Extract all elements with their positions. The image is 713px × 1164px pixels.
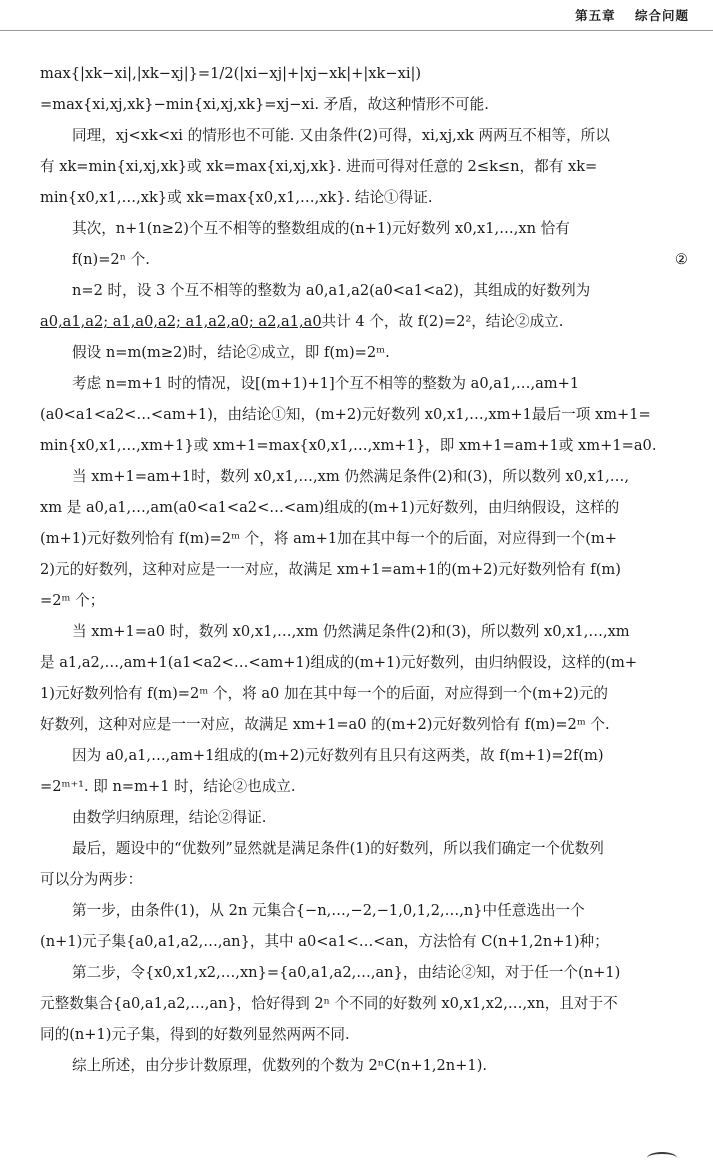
text-line: 其次，n+1(n≥2)个互不相等的整数组成的(n+1)元好数列 x0,x1,…,xn 恰有 (72, 220, 570, 237)
text-line: f(n)=2ⁿ 个. ② (40, 244, 690, 275)
section-label: 综合问题 (634, 8, 689, 23)
text-line: 好数列，这种对应是一一对应，故满足 xm+1=a0 的(m+2)元好数列恰有 f(m)=2ᵐ 个. (40, 716, 610, 733)
page-header (575, 6, 689, 24)
text-line: 同理，xj<xk<xi 的情形也不可能. 又由条件(2)可得，xi,xj,xk 两两互不相等，所以 (72, 127, 610, 144)
text-line: (n+1)元子集{a0,a1,a2,…,an}，其中 a0<a1<…<an，方法恰有 C(n+1,2n+1)种； (40, 933, 609, 950)
text-line: 最后，题设中的“优数列”显然就是满足条件(1)的好数列，所以我们确定一个优数列 (72, 840, 604, 857)
header-divider (0, 30, 713, 31)
text-line: 考虑 n=m+1 时的情况，设[(m+1)+1]个互不相等的整数为 a0,a1,…,am+1 (72, 375, 580, 392)
text-line: 是 a1,a2,…,am+1(a1<a2<…<am+1)组成的(m+1)元好数列，由归纳假设，这样的(m+ (40, 654, 638, 671)
text-line: 同的(n+1)元子集，得到的好数列显然两两不同. (40, 1026, 350, 1043)
chapter-label: 第五章 (575, 8, 616, 23)
text-line: a0,a1,a2; a1,a0,a2; a1,a2,a0; a2,a1,a0共计 4 个，故 f(2)=2²，结论②成立. (40, 313, 564, 330)
text-line: =2ᵐ 个； (40, 592, 105, 609)
text-line: (m+1)元好数列恰有 f(m)=2ᵐ 个，将 am+1加在其中每一个的后面，对应得到一个(m+ (40, 530, 617, 547)
text-line: 2)元的好数列，这种对应是一一对应，故满足 xm+1=am+1的(m+2)元好数列恰有 f(m) (40, 561, 621, 578)
equation-number: ② (674, 251, 688, 268)
page-corner-mark (647, 1152, 677, 1164)
text-line: (a0<a1<a2<…<am+1)，由结论①知，(m+2)元好数列 x0,x1,…,xm+1最后一项 xm+1= (40, 406, 651, 423)
text-line: 1)元好数列恰有 f(m)=2ᵐ 个，将 a0 加在其中每一个的后面，对应得到一个(m+2)元的 (40, 685, 608, 702)
text-line: 因为 a0,a1,…,am+1组成的(m+2)元好数列有且只有这两类，故 f(m+1)=2f(m) (72, 747, 604, 764)
text-line: 第二步，令{x0,x1,x2,…,xn}={a0,a1,a2,…,an}，由结论②知，对于任一个(n+1) (72, 964, 621, 981)
text-line: 由数学归纳原理，结论②得证. (72, 809, 267, 826)
text-line: max{|xk−xi|,|xk−xj|}=1/2(|xi−xj|+|xj−xk|+|xk−xi|) (40, 65, 422, 82)
text-line: 当 xm+1=a0 时，数列 x0,x1,…,xm 仍然满足条件(2)和(3)，所以数列 x0,x1,…,xm (72, 623, 630, 640)
text-line: xm 是 a0,a1,…,am(a0<a1<a2<…<am)组成的(m+1)元好数列，由归纳假设，这样的 (40, 499, 620, 516)
text-line: 综上所述，由分步计数原理，优数列的个数为 2ⁿC(n+1,2n+1). (72, 1057, 488, 1074)
text-line: =2ᵐ⁺¹. 即 n=m+1 时，结论②也成立. (40, 778, 296, 795)
text-line: 可以分为两步： (40, 871, 143, 888)
underlined-sequences: a0,a1,a2; a1,a0,a2; a1,a2,a0; a2,a1,a0 (40, 313, 322, 330)
text-line: min{x0,x1,…,xk}或 xk=max{x0,x1,…,xk}. 结论①得证. (40, 189, 433, 206)
text-line: 假设 n=m(m≥2)时，结论②成立，即 f(m)=2ᵐ. (72, 344, 390, 361)
text-line: 有 xk=min{xi,xj,xk}或 xk=max{xi,xj,xk}. 进而可得对任意的 2≤k≤n，都有 xk= (40, 158, 598, 175)
text-line: 元整数集合{a0,a1,a2,…,an}，恰好得到 2ⁿ 个不同的好数列 x0,x1,x2,…,xn，且对于不 (40, 995, 618, 1012)
text-line: 当 xm+1=am+1时，数列 x0,x1,…,xm 仍然满足条件(2)和(3)，所以数列 x0,x1,…, (72, 468, 630, 485)
text-line: n=2 时，设 3 个互不相等的整数为 a0,a1,a2(a0<a1<a2)，其组成的好数列为 (72, 282, 591, 299)
text-line: 第一步，由条件(1)，从 2n 元集合{−n,…,−2,−1,0,1,2,…,n}中任意选出一个 (72, 902, 585, 919)
text-line: min{x0,x1,…,xm+1}或 xm+1=max{x0,x1,…,xm+1}，即 xm+1=am+1或 xm+1=a0. (40, 437, 657, 454)
proof-body (40, 58, 690, 1081)
text-line: =max{xi,xj,xk}−min{xi,xj,xk}=xj−xi. 矛盾，故这种情形不可能. (40, 96, 489, 113)
